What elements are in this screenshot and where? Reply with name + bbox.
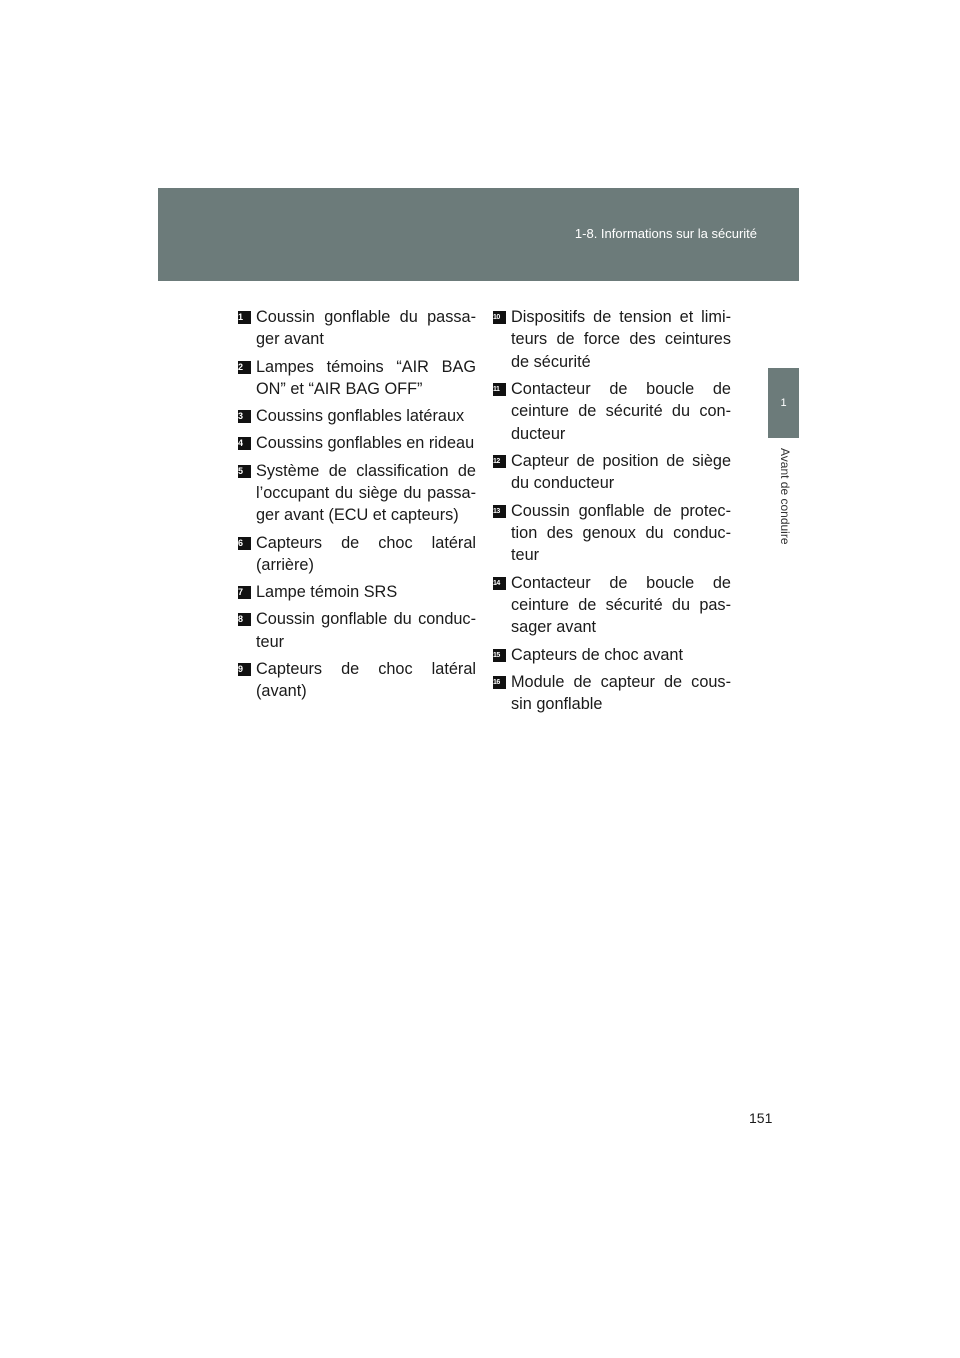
item-text: Lampe témoin SRS bbox=[256, 583, 398, 602]
item-text: Système de classification de l’occupant du siège du passa-ger avant (ECU et capteurs) bbox=[256, 461, 476, 525]
section-header bbox=[158, 188, 799, 281]
item-text: Coussins gonflables latéraux bbox=[256, 407, 465, 426]
item-number-badge: 16 bbox=[493, 676, 506, 689]
list-item bbox=[493, 378, 731, 445]
item-text: Capteurs de choc latéral (arrière) bbox=[256, 533, 476, 575]
item-text: Lampes témoins “AIR BAG ON” et “AIR BAG OFF” bbox=[256, 357, 476, 399]
list-item bbox=[238, 306, 476, 351]
chapter-label: Avant de conduire bbox=[778, 448, 792, 545]
item-number-badge: 9 bbox=[238, 663, 251, 676]
item-number-badge: 13 bbox=[493, 505, 506, 518]
items-right-column bbox=[493, 306, 731, 720]
items-left-column bbox=[238, 306, 476, 708]
list-item bbox=[493, 500, 731, 567]
list-item bbox=[493, 671, 731, 716]
list-item bbox=[238, 532, 476, 577]
list-item bbox=[238, 405, 476, 427]
item-text: Coussins gonflables en rideau bbox=[256, 434, 475, 453]
item-text: Capteurs de choc latéral (avant) bbox=[256, 660, 476, 701]
item-number-badge: 7 bbox=[238, 586, 251, 599]
list-item bbox=[493, 644, 731, 666]
item-number-badge: 12 bbox=[493, 455, 506, 468]
item-text: Coussin gonflable de protec-tion des genoux du conduc-teur bbox=[511, 501, 731, 565]
item-text: Contacteur de boucle de ceinture de sécurité du pas-sager avant bbox=[511, 573, 731, 637]
list-item bbox=[238, 356, 476, 401]
item-text: Capteurs de choc avant bbox=[511, 645, 683, 664]
list-item bbox=[493, 306, 731, 373]
item-number-badge: 6 bbox=[238, 537, 251, 550]
item-number-badge: 10 bbox=[493, 311, 506, 324]
item-number-badge: 5 bbox=[238, 465, 251, 478]
list-item bbox=[493, 450, 731, 495]
list-item bbox=[238, 581, 476, 603]
section-title: 1-8. Informations sur la sécurité bbox=[574, 226, 757, 241]
list-item bbox=[493, 572, 731, 639]
item-number-badge: 1 bbox=[238, 311, 251, 324]
list-item bbox=[238, 432, 476, 454]
item-text: Coussin gonflable du passa-ger avant bbox=[256, 308, 476, 349]
item-text: Contacteur de boucle de ceinture de sécurité du con-ducteur bbox=[511, 380, 731, 443]
item-number-badge: 4 bbox=[238, 437, 251, 450]
item-number-badge: 15 bbox=[493, 649, 506, 662]
item-text: Coussin gonflable du conduc-teur bbox=[256, 610, 476, 651]
item-number-badge: 3 bbox=[238, 410, 251, 423]
item-number-badge: 11 bbox=[493, 383, 506, 396]
list-item bbox=[238, 460, 476, 527]
item-text: Module de capteur de cous-sin gonflable bbox=[511, 672, 731, 714]
item-text: Dispositifs de tension et limi-teurs de force des ceintures de sécurité bbox=[511, 308, 731, 371]
item-number-badge: 8 bbox=[238, 613, 251, 626]
item-text: Capteur de position de siège du conducteur bbox=[511, 452, 731, 493]
item-number-badge: 2 bbox=[238, 361, 251, 374]
item-number-badge: 14 bbox=[493, 577, 506, 590]
chapter-number-tab: 1 bbox=[768, 368, 799, 438]
list-item bbox=[238, 658, 476, 703]
list-item bbox=[238, 608, 476, 653]
page-number: 151 bbox=[749, 1110, 773, 1126]
